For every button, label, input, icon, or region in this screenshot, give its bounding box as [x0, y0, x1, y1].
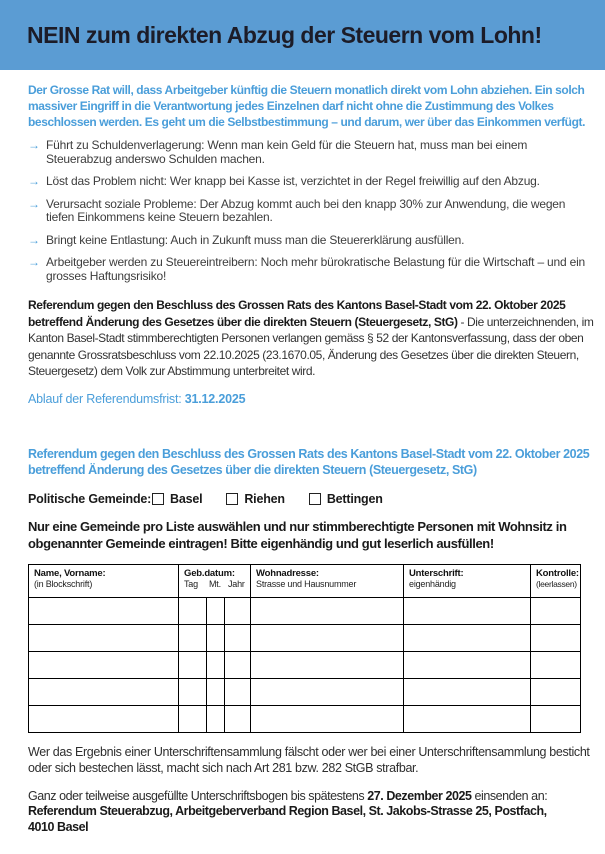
argument-text: Arbeitgeber werden zu Steuereintreibern: Noch mehr bürokratische Belastung für die Wirtschaft – und ein grosses Haftungsrisiko!: [46, 255, 586, 283]
table-row: [29, 624, 581, 651]
cell-name[interactable]: [29, 678, 179, 705]
cell-name[interactable]: [29, 624, 179, 651]
column-header-signature: Unterschrift: eigenhändig: [404, 564, 531, 597]
deadline-date: 31.12.2025: [184, 391, 246, 406]
list-item: [28, 234, 595, 248]
cell-control[interactable]: [531, 705, 581, 732]
cell-name[interactable]: [29, 651, 179, 678]
send-instructions: [28, 789, 594, 836]
cell-address[interactable]: [251, 624, 404, 651]
column-header-address: Wohnadresse: Strasse und Hausnummer: [251, 564, 404, 597]
checkbox-basel[interactable]: [152, 493, 164, 505]
fill-instruction: Nur eine Gemeinde pro Liste auswählen und nur stimmberechtigte Personen mit Wohnsitz in obgenannter Gemeinde eintragen! Bitte eigenhändig und gut leserlich ausfüllen!: [28, 518, 567, 551]
referendum-declaration: [28, 297, 594, 380]
cell-address[interactable]: [251, 678, 404, 705]
cell-day[interactable]: [179, 597, 207, 624]
cell-name[interactable]: [29, 597, 179, 624]
birthdate-subcolumns: Tag Mt. Jahr: [184, 578, 245, 589]
list-item: [28, 175, 595, 189]
cell-control[interactable]: [531, 597, 581, 624]
arrow-bullet-icon: →: [28, 196, 40, 211]
column-header-control: Kontrolle: (leerlassen): [531, 564, 581, 597]
cell-address[interactable]: [251, 651, 404, 678]
arrow-bullet-icon: →: [28, 174, 40, 188]
gemeinde-option-bettingen[interactable]: [309, 492, 383, 506]
cell-year[interactable]: [225, 651, 251, 678]
cell-year[interactable]: [225, 624, 251, 651]
intro-paragraph: Der Grosse Rat will, dass Arbeitgeber künftig die Steuern monatlich direkt vom Lohn abziehen. Ein solch massiver Eingriff in die Verantwortung jedes Einzelnen darf nicht ohne die Zustimmung des Volkes beschlossen werden. Es geht um die Selbstbestimmung – und darum, wer über das Einkommen verfügt.: [28, 83, 586, 129]
signature-table-body: [29, 597, 581, 732]
cell-signature[interactable]: [404, 705, 531, 732]
checkbox-riehen[interactable]: [226, 493, 238, 505]
argument-text: Löst das Problem nicht: Wer knapp bei Kasse ist, verzichtet in der Regel freiwillig auf den Abzug.: [46, 174, 540, 188]
cell-month[interactable]: [207, 705, 225, 732]
cell-signature[interactable]: [404, 678, 531, 705]
column-header-birthdate: Geb.datum: Tag Mt. Jahr: [179, 564, 251, 597]
checkbox-label: Basel: [170, 491, 203, 506]
cell-control[interactable]: [531, 624, 581, 651]
list-item: [28, 198, 595, 225]
cell-month[interactable]: [207, 597, 225, 624]
cell-year[interactable]: [225, 678, 251, 705]
checkbox-label: Bettingen: [326, 491, 383, 506]
deadline-line: [28, 392, 595, 406]
send-suffix: einsenden an:: [471, 788, 548, 803]
form-heading: Referendum gegen den Beschluss des Grossen Rats des Kantons Basel-Stadt vom 22. Oktober 2025 betreffend Änderung des Gesetzes über die direkten Steuern (Steuergesetz, StG): [28, 446, 590, 477]
argument-text: Führt zu Schuldenverlagerung: Wenn man kein Geld für die Steuern hat, muss man bei einem Steuerabzug anderswo Schulden machen.: [46, 138, 528, 166]
cell-month[interactable]: [207, 651, 225, 678]
cell-year[interactable]: [225, 705, 251, 732]
header-banner: [0, 0, 605, 70]
penalty-notice: Wer das Ergebnis einer Unterschriftensammlung fälscht oder wer bei einer Unterschriftensammlung besticht oder sich bestechen lässt, macht sich nach Art 281 bzw. 282 StGB strafbar.: [28, 744, 590, 775]
column-header-name: Name, Vorname: (in Blockschrift): [29, 564, 179, 597]
cell-month[interactable]: [207, 678, 225, 705]
argument-text: Bringt keine Entlastung: Auch in Zukunft muss man die Steuererklärung ausfüllen.: [46, 232, 465, 247]
table-row: [29, 597, 581, 624]
list-item: [28, 139, 595, 166]
referendum-declaration-title: Referendum gegen den Beschluss des Grossen Rats des Kantons Basel-Stadt vom 22. Oktober 2025 betreffend Änderung des Gesetzes über die direkten Steuern (Steuergesetz, StG): [28, 298, 566, 329]
cell-control[interactable]: [531, 651, 581, 678]
cell-address[interactable]: [251, 597, 404, 624]
arrow-bullet-icon: →: [28, 232, 40, 247]
argument-list: [28, 139, 595, 283]
cell-day[interactable]: [179, 651, 207, 678]
gemeinde-option-riehen[interactable]: [226, 492, 284, 506]
arrow-bullet-icon: →: [28, 255, 40, 269]
cell-signature[interactable]: [404, 651, 531, 678]
table-row: [29, 678, 581, 705]
list-item: [28, 256, 595, 283]
cell-day[interactable]: [179, 624, 207, 651]
deadline-label: Ablauf der Referendumsfrist:: [28, 391, 185, 406]
cell-day[interactable]: [179, 678, 207, 705]
arrow-bullet-icon: →: [28, 138, 40, 152]
argument-text: Verursacht soziale Probleme: Der Abzug kommt auch bei den knapp 30% zur Anwendung, die wegen tiefen Einkommens keine Steuern bezahlen.: [46, 196, 566, 224]
cell-name[interactable]: [29, 705, 179, 732]
cell-month[interactable]: [207, 624, 225, 651]
page-title: NEIN zum direkten Abzug der Steuern vom Lohn!: [27, 21, 542, 48]
table-row: [29, 705, 581, 732]
content: [0, 82, 605, 835]
return-address: Referendum Steuerabzug, Arbeitgeberverband Region Basel, St. Jakobs-Strasse 25, Postfach, 4010 Basel: [28, 804, 547, 834]
cell-control[interactable]: [531, 678, 581, 705]
checkbox-bettingen[interactable]: [309, 493, 321, 505]
cell-signature[interactable]: [404, 597, 531, 624]
checkbox-label: Riehen: [244, 491, 285, 506]
send-deadline-date: 27. Dezember 2025: [367, 788, 472, 803]
referendum-declaration-body: - Die unterzeichnenden, im Kanton Basel-Stadt stimmberechtigten Personen verlangen gemäss § 52 der Kantonsverfassung, dass der oben genannte Grossratsbeschluss vom 22.10.2025 (23.1670.05, Änderung des Gesetzes über die direkten Steuern, Steuergesetz) dem Volk zur Abstimmung unterbreitet wird.: [28, 314, 594, 378]
cell-signature[interactable]: [404, 624, 531, 651]
gemeinde-row: [28, 492, 595, 506]
cell-year[interactable]: [225, 597, 251, 624]
send-prefix: Ganz oder teilweise ausgefüllte Unterschriftsbogen bis spätestens: [28, 788, 368, 803]
gemeinde-label: Politische Gemeinde:: [28, 491, 152, 506]
cell-day[interactable]: [179, 705, 207, 732]
signature-table-header: [29, 564, 581, 597]
signature-table: [28, 564, 581, 733]
table-row: [29, 651, 581, 678]
gemeinde-option-basel[interactable]: [152, 492, 202, 506]
cell-address[interactable]: [251, 705, 404, 732]
